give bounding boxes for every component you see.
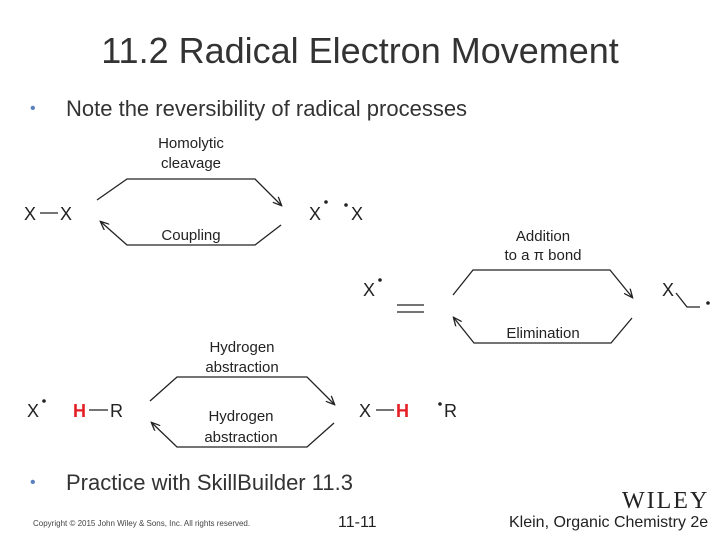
addition-arrow: [453, 270, 632, 297]
addition-label-line1: Addition: [515, 228, 571, 245]
r-group: R: [110, 401, 123, 421]
bullet-text: Practice with SkillBuilder 11.3: [66, 470, 353, 495]
forward-label-line2: abstraction: [205, 359, 279, 376]
homolytic-label-line2: cleavage: [160, 155, 222, 172]
homolytic-label-line1: Homolytic: [158, 135, 224, 152]
book-attribution: Klein, Organic Chemistry 2e: [509, 514, 709, 531]
product-x-atom: X: [359, 401, 372, 421]
radical-dot: [324, 200, 328, 204]
product-hydrogen-atom: H: [396, 401, 409, 421]
bullet-symbol: •: [30, 100, 36, 117]
bullet-symbol: •: [30, 474, 36, 491]
r-radical: R: [444, 401, 457, 421]
forward-abstraction-arrow: [150, 377, 334, 404]
right-x2-radical: X: [351, 204, 364, 224]
x-radical-reactant: X: [27, 401, 40, 421]
homolysis-arrow: [97, 179, 281, 205]
forward-label-line1: Hydrogen: [209, 339, 275, 356]
left-x2-atom: X: [60, 204, 73, 224]
radical-dot: [378, 278, 382, 282]
elimination-label: Elimination: [506, 325, 580, 342]
coupling-label: Coupling: [161, 227, 221, 244]
radical-dot: [706, 301, 710, 305]
radical-dot: [344, 203, 348, 207]
x-radical: X: [363, 280, 376, 300]
slide-title: 11.2 Radical Electron Movement: [101, 30, 619, 71]
reverse-label-line2: abstraction: [204, 429, 278, 446]
reverse-label-line1: Hydrogen: [208, 408, 274, 425]
product-x: X: [662, 280, 675, 300]
hydrogen-atom: H: [73, 401, 86, 421]
copyright-notice: Copyright © 2015 John Wiley & Sons, Inc. All rights reserved.: [33, 519, 251, 528]
radical-dot: [438, 402, 442, 406]
left-x-atom: X: [24, 204, 37, 224]
wiley-logo: WILEY: [622, 488, 710, 514]
bullet-text: Note the reversibility of radical processes: [66, 96, 468, 121]
scheme-addition: [363, 228, 710, 343]
right-x-radical: X: [309, 204, 322, 224]
product-chain: [676, 293, 700, 307]
bullet-skillbuilder: [30, 470, 353, 496]
radical-dot: [42, 399, 46, 403]
addition-label-line2: to a π bond: [504, 247, 582, 264]
scheme-homolysis: [24, 135, 363, 245]
page-number: 11-11: [338, 514, 377, 531]
scheme-h-abstraction: [27, 339, 457, 447]
